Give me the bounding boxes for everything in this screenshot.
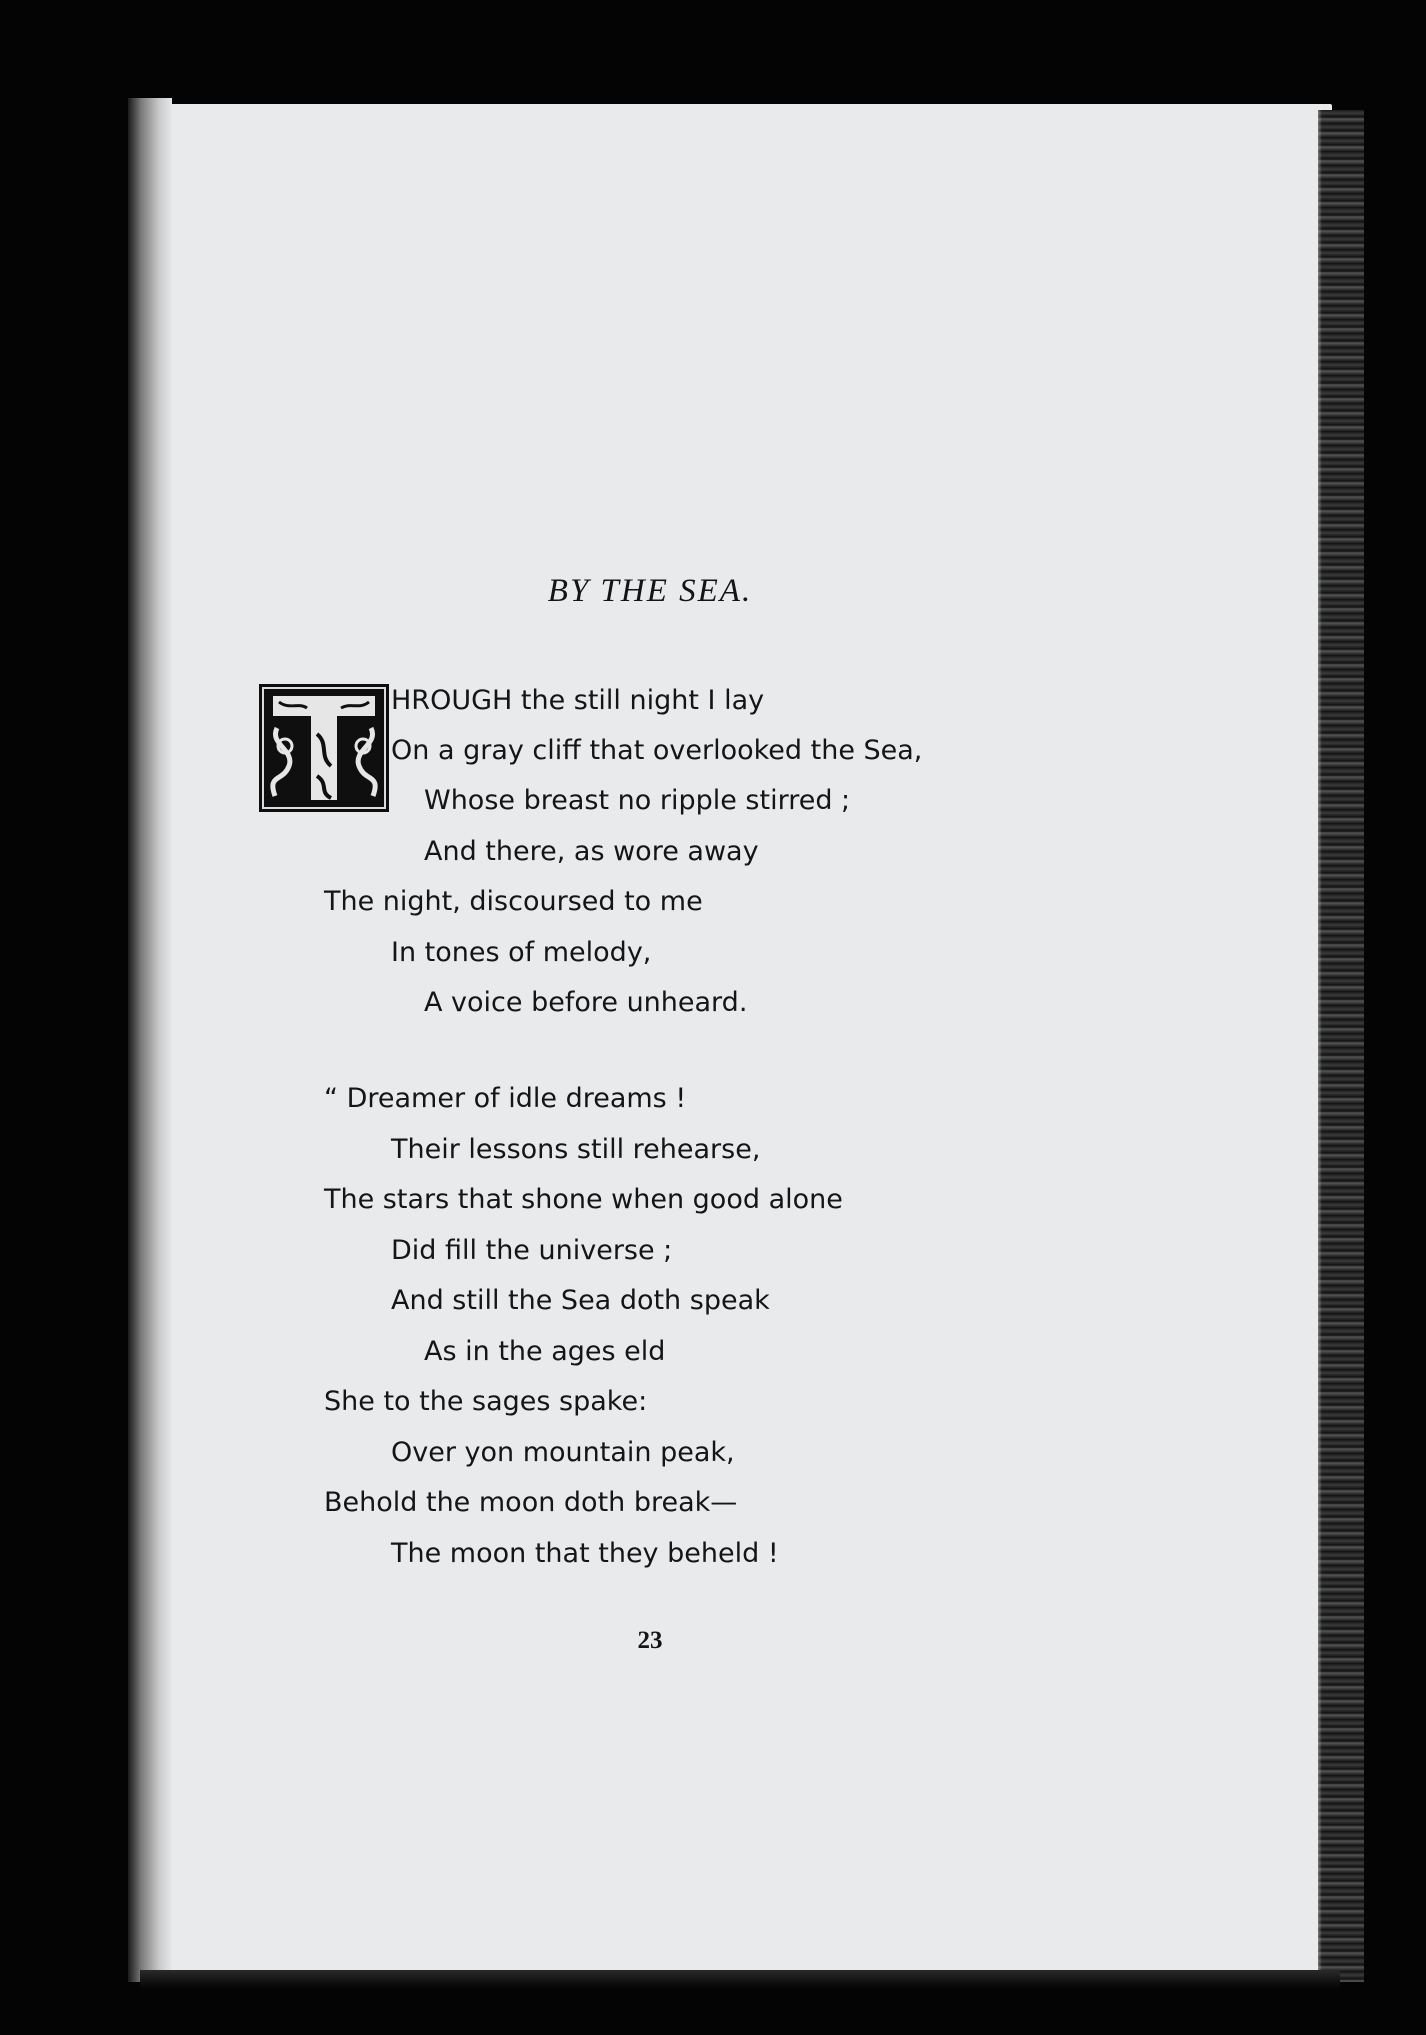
poem-line: And there, as wore away xyxy=(424,836,759,867)
poem-line: Behold the moon doth break— xyxy=(324,1487,738,1518)
poem-line: “ Dreamer of idle dreams ! xyxy=(324,1083,687,1114)
poem-line: Did fill the universe ; xyxy=(391,1235,673,1266)
poem-line: And still the Sea doth speak xyxy=(391,1285,770,1316)
poem-line: The night, discoursed to me xyxy=(324,886,703,917)
poem-line: On a gray cliff that overlooked the Sea, xyxy=(391,735,923,766)
book-page xyxy=(148,104,1332,1982)
poem-line: A voice before unheard. xyxy=(424,987,748,1018)
page-edge-right xyxy=(1318,110,1364,1982)
ornamental-drop-cap-t xyxy=(259,684,389,812)
poem-line: The stars that shone when good alone xyxy=(324,1184,843,1215)
page-number: 23 xyxy=(637,1627,663,1654)
poem-line: Their lessons still rehearse, xyxy=(391,1134,761,1165)
page-gutter-shadow xyxy=(128,98,172,1982)
poem-line: In tones of melody, xyxy=(391,937,652,968)
poem-line: Over yon mountain peak, xyxy=(391,1437,735,1468)
poem-line: HROUGH the still night I lay xyxy=(391,685,765,716)
poem-line: She to the sages spake: xyxy=(324,1386,648,1417)
poem-line: Whose breast no ripple stirred ; xyxy=(424,785,851,816)
page-bottom-shadow xyxy=(140,1970,1340,1988)
poem-title: BY THE SEA. xyxy=(547,573,753,609)
poem-line: As in the ages eld xyxy=(424,1336,666,1367)
poem-line: The moon that they beheld ! xyxy=(391,1538,779,1569)
